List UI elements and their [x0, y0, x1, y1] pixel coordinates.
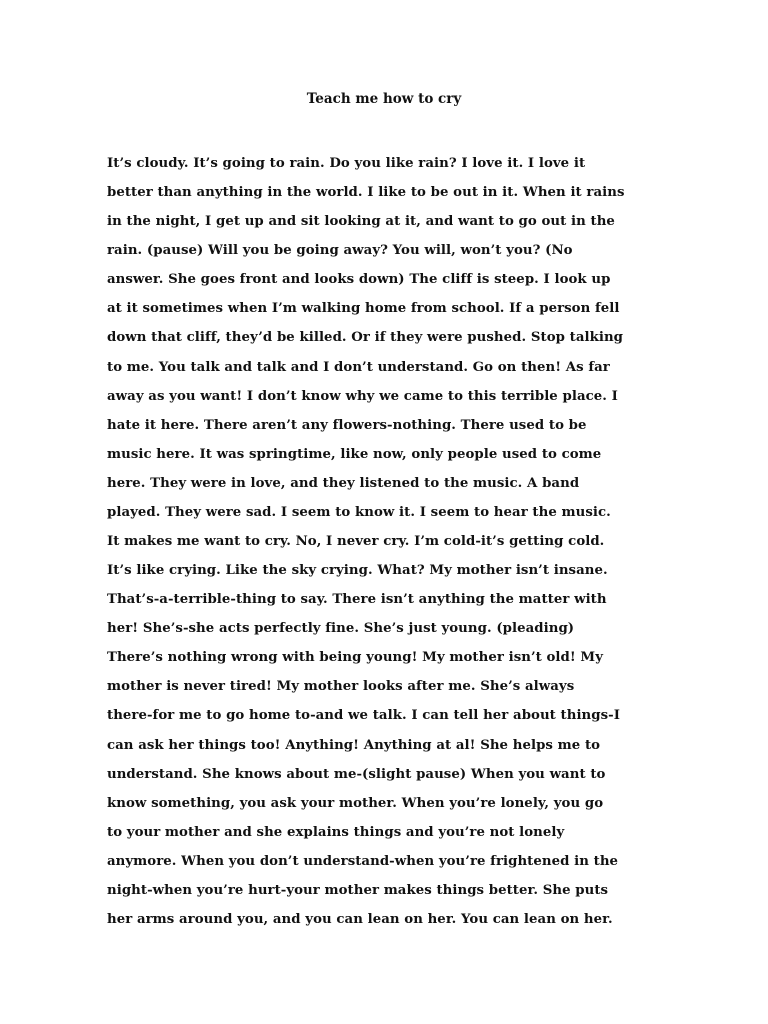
text-line: anymore. When you don’t understand-when you’re frightened in the: [107, 853, 619, 869]
text-line: at it sometimes when I’m walking home from school. If a person fell: [107, 301, 620, 317]
text-line: There’s nothing wrong with being young! My mother isn’t old! My: [107, 650, 603, 666]
text-line: know something, you ask your mother. When you’re lonely, you go: [107, 795, 604, 811]
text-line: down that cliff, they’d be killed. Or if they were pushed. Stop talking: [107, 330, 624, 346]
text-line: to your mother and she explains things and you’re not lonely: [107, 824, 565, 840]
text-line: hate it here. There aren’t any flowers-nothing. There used to be: [107, 417, 587, 433]
text-line: here. They were in love, and they listened to the music. A band: [107, 475, 580, 491]
text-line: away as you want! I don’t know why we came to this terrible place. I: [107, 388, 618, 404]
text-line: played. They were sad. I seem to know it. I seem to hear the music.: [107, 504, 611, 520]
text-line: in the night, I get up and sit looking at it, and want to go out in the: [107, 214, 615, 230]
text-line: That’s-a-terrible-thing to say. There isn’t anything the matter with: [107, 592, 607, 608]
text-line: music here. It was springtime, like now, only people used to come: [107, 446, 602, 462]
text-line: her! She’s-she acts perfectly fine. She’s just young. (pleading): [107, 621, 575, 637]
text-line: better than anything in the world. I like to be out in it. When it rains: [107, 185, 625, 201]
document-body: [107, 149, 667, 934]
text-line: rain. (pause) Will you be going away? You will, won’t you? (No: [107, 243, 573, 259]
text-line: to me. You talk and talk and I don’t understand. Go on then! As far: [107, 359, 610, 375]
text-line: It’s cloudy. It’s going to rain. Do you like rain? I love it. I love it: [107, 156, 586, 171]
text-line: It’s like crying. Like the sky crying. What? My mother isn’t insane.: [107, 563, 608, 579]
document-title: Teach me how to cry: [306, 91, 462, 107]
text-line: her arms around you, and you can lean on her. You can lean on her.: [107, 912, 613, 928]
text-line: there-for me to go home to-and we talk. I can tell her about things-I: [107, 708, 620, 724]
text-line: mother is never tired! My mother looks after me. She’s always: [107, 679, 575, 695]
text-line: night-when you’re hurt-your mother makes things better. She puts: [107, 882, 609, 898]
text-line: understand. She knows about me-(slight pause) When you want to: [107, 766, 606, 782]
text-line: answer. She goes front and looks down) The cliff is steep. I look up: [107, 272, 611, 288]
text-line: can ask her things too! Anything! Anything at al! She helps me to: [107, 737, 601, 753]
text-line: It makes me want to cry. No, I never cry. I’m cold-it’s getting cold.: [107, 534, 605, 550]
